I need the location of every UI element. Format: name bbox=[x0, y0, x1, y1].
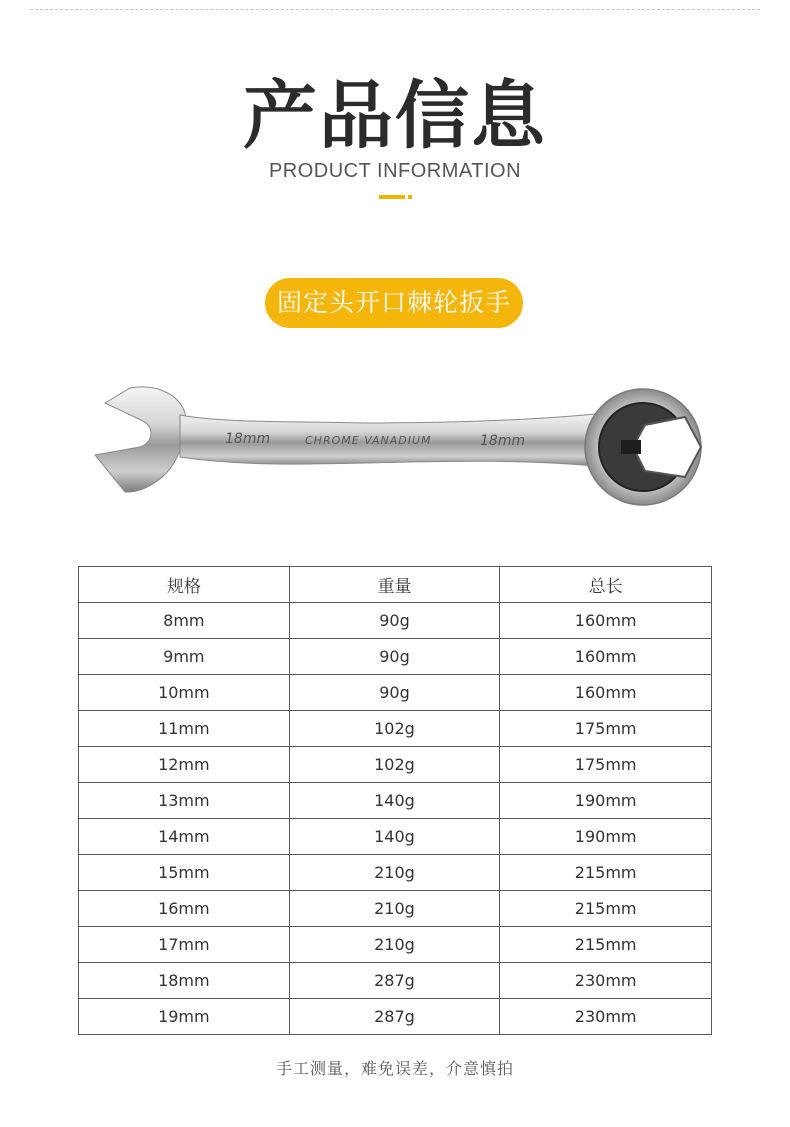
spec-table bbox=[78, 566, 712, 1035]
cell-weight: 140g bbox=[289, 819, 500, 855]
table-row bbox=[79, 675, 712, 711]
cell-length: 160mm bbox=[500, 639, 712, 675]
title-accent-dot bbox=[408, 195, 412, 199]
cell-length: 175mm bbox=[500, 711, 712, 747]
table-row bbox=[79, 783, 712, 819]
page-subtitle: PRODUCT INFORMATION bbox=[268, 160, 522, 182]
wrench-open-end bbox=[95, 387, 187, 492]
cell-weight: 90g bbox=[289, 675, 500, 711]
cell-length: 190mm bbox=[500, 783, 712, 819]
cell-length: 190mm bbox=[500, 819, 712, 855]
cell-size: 16mm bbox=[79, 891, 290, 927]
table-row bbox=[79, 999, 712, 1035]
engraving-size-left: 18mm bbox=[225, 431, 271, 447]
cell-size: 8mm bbox=[79, 603, 290, 639]
cell-weight: 102g bbox=[289, 747, 500, 783]
cell-size: 19mm bbox=[79, 999, 290, 1035]
cell-size: 18mm bbox=[79, 963, 290, 999]
table-row bbox=[79, 963, 712, 999]
cell-size: 14mm bbox=[79, 819, 290, 855]
engraving-size-right: 18mm bbox=[480, 433, 526, 449]
cell-length: 230mm bbox=[500, 999, 712, 1035]
measurement-disclaimer: 手工测量，难免误差，介意慎拍 bbox=[275, 1059, 514, 1078]
table-row bbox=[79, 603, 712, 639]
cell-length: 175mm bbox=[500, 747, 712, 783]
wrench-image bbox=[85, 385, 705, 510]
cell-length: 160mm bbox=[500, 603, 712, 639]
table-row bbox=[79, 747, 712, 783]
table-header-row bbox=[79, 567, 712, 603]
cell-size: 17mm bbox=[79, 927, 290, 963]
header-length: 总长 bbox=[500, 567, 712, 603]
cell-size: 11mm bbox=[79, 711, 290, 747]
cell-weight: 210g bbox=[289, 927, 500, 963]
cell-weight: 210g bbox=[289, 855, 500, 891]
cell-weight: 140g bbox=[289, 783, 500, 819]
cell-weight: 210g bbox=[289, 891, 500, 927]
cell-size: 10mm bbox=[79, 675, 290, 711]
cell-length: 160mm bbox=[500, 675, 712, 711]
header-weight: 重量 bbox=[289, 567, 500, 603]
cell-weight: 287g bbox=[289, 999, 500, 1035]
cell-weight: 102g bbox=[289, 711, 500, 747]
cell-size: 13mm bbox=[79, 783, 290, 819]
table-row bbox=[79, 855, 712, 891]
cell-length: 215mm bbox=[500, 927, 712, 963]
cell-weight: 287g bbox=[289, 963, 500, 999]
product-name-badge: 固定头开口棘轮扳手 bbox=[265, 278, 523, 328]
table-row bbox=[79, 927, 712, 963]
table-row bbox=[79, 639, 712, 675]
cell-length: 215mm bbox=[500, 891, 712, 927]
table-row bbox=[79, 819, 712, 855]
cell-size: 9mm bbox=[79, 639, 290, 675]
engraving-material: CHROME VANADIUM bbox=[305, 434, 432, 447]
cell-size: 15mm bbox=[79, 855, 290, 891]
cell-size: 12mm bbox=[79, 747, 290, 783]
table-row bbox=[79, 711, 712, 747]
page-title: 产品信息 bbox=[243, 73, 547, 159]
cell-weight: 90g bbox=[289, 639, 500, 675]
cell-length: 215mm bbox=[500, 855, 712, 891]
title-accent-bar bbox=[379, 195, 405, 199]
cell-length: 230mm bbox=[500, 963, 712, 999]
header-size: 规格 bbox=[79, 567, 290, 603]
top-divider bbox=[30, 9, 760, 10]
cell-weight: 90g bbox=[289, 603, 500, 639]
table-row bbox=[79, 891, 712, 927]
